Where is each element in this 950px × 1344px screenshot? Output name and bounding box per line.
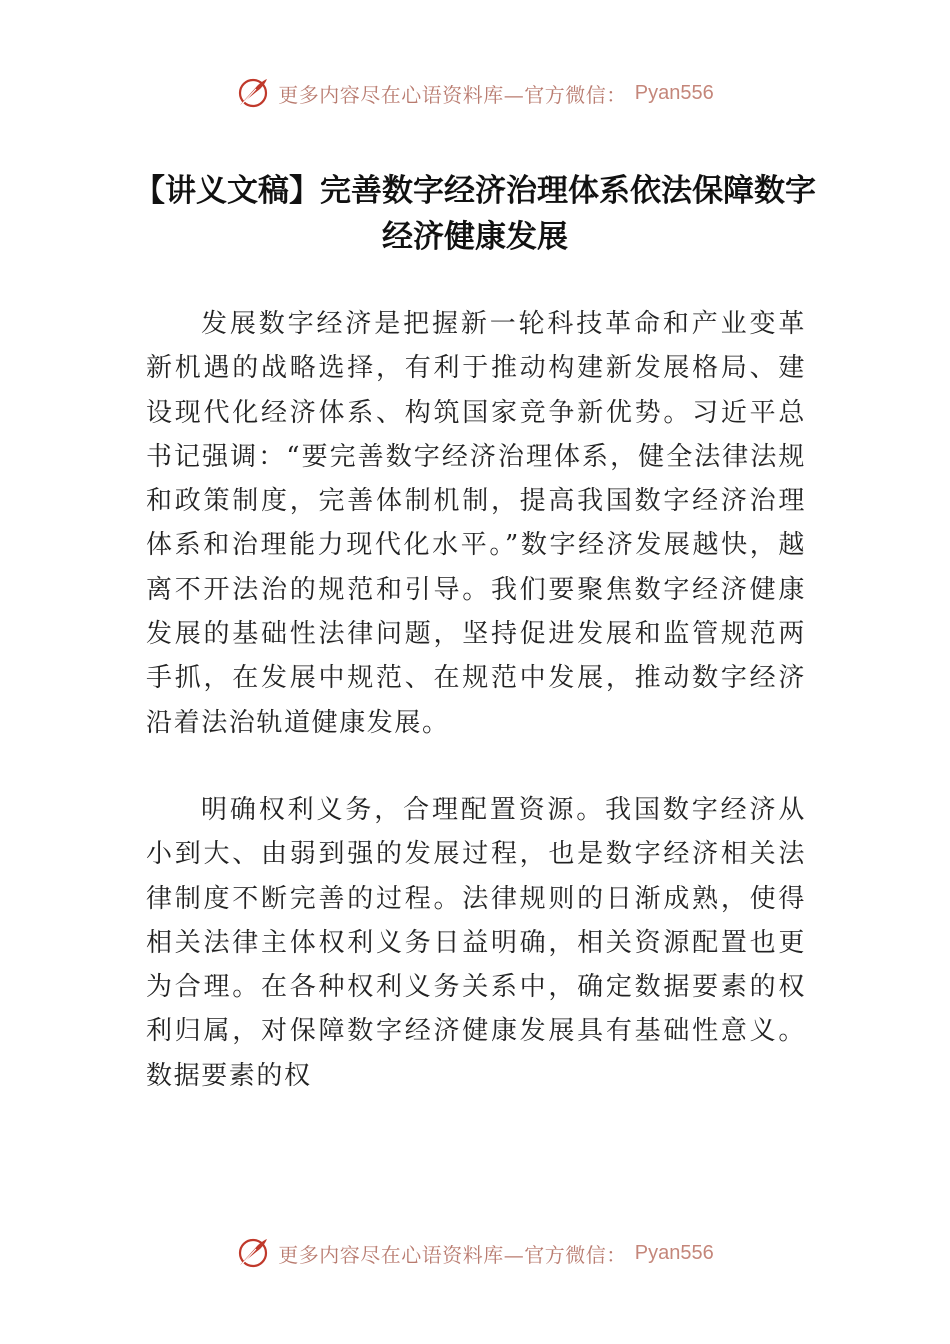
footer-watermark	[0, 1233, 950, 1273]
watermark-text: 更多内容尽在心语资料库—官方微信：	[278, 82, 627, 107]
watermark-text: 更多内容尽在心语资料库—官方微信：	[278, 1242, 627, 1267]
paragraph-2: 明确权利义务，合理配置资源。我国数字经济从小到大、由弱到强的发展过程，也是数字经济相关法律制度不断完善的过程。法律规则的日渐成熟，使得相关法律主体权利义务日益明确，相关资源配置也更为合理。在各种权利义务关系中，确定数据要素的权利归属，对保障数字经济健康发展具有基础性意义。数据要素的权	[146, 795, 806, 1091]
watermark-wechat-id: Pyan556	[634, 81, 714, 104]
quill-pen-logo-icon	[236, 76, 270, 110]
header-watermark	[0, 73, 950, 113]
quill-pen-logo-icon	[236, 1236, 270, 1270]
paragraph-1: 发展数字经济是把握新一轮科技革命和产业变革新机遇的战略选择，有利于推动构建新发展格局、建设现代化经济体系、构筑国家竞争新优势。习近平总书记强调：“要完善数字经济治理体系，健全法律法规和政策制度，完善体制机制，提高我国数字经济治理体系和治理能力现代化水平。”数字经济发展越快，越离不开法治的规范和引导。我们要聚焦数字经济健康发展的基础性法律问题，坚持促进发展和监管规范两手抓，在发展中规范、在规范中发展，推动数字经济沿着法治轨道健康发展。	[146, 309, 806, 738]
document-title: 【讲义文稿】完善数字经济治理体系依法保障数字经济健康发展	[134, 173, 816, 255]
watermark-wechat-id: Pyan556	[634, 1241, 714, 1264]
